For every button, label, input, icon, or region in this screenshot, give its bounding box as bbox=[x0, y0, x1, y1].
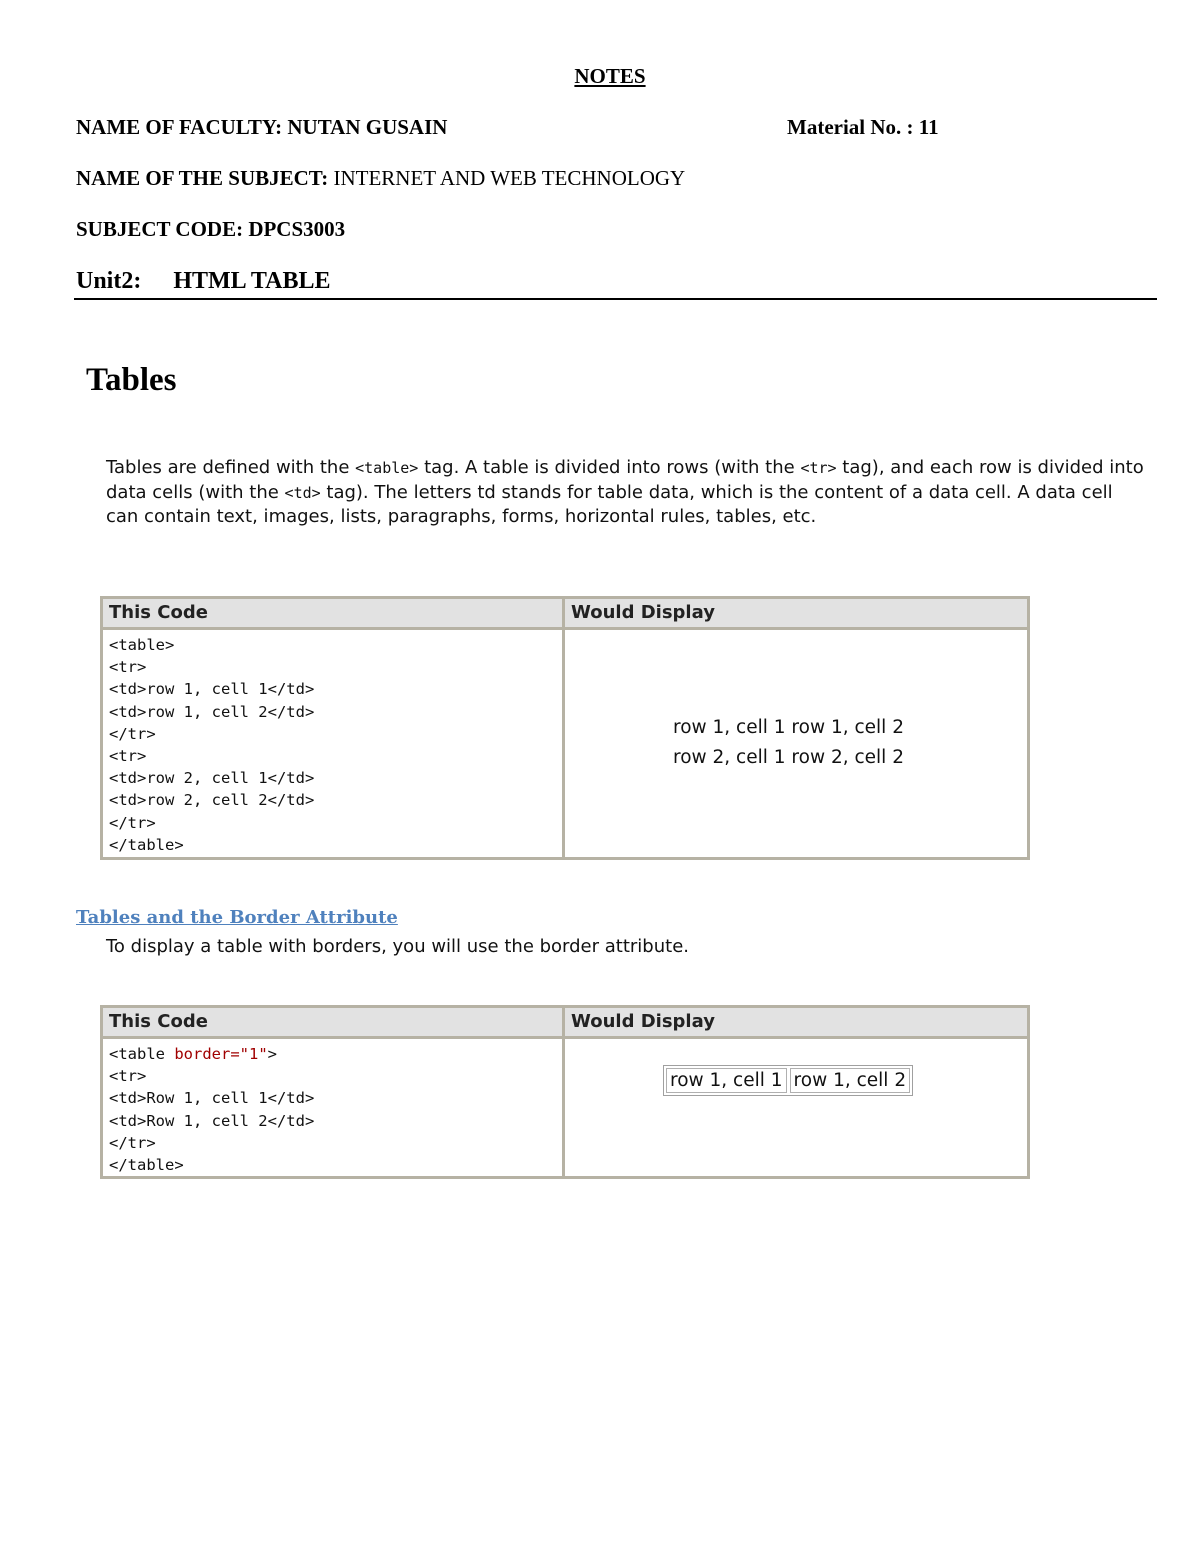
intro-text-4: tag). The letters td stands for table data, which is the content of a data cell. A data cell can contain text, images, lists, paragraphs, forms, horizontal rules, tables, etc. bbox=[106, 481, 1113, 527]
demo-cell-2: row 1, cell 2 bbox=[790, 1068, 911, 1093]
code-border-attr: border="1" bbox=[174, 1045, 268, 1063]
header-divider bbox=[74, 298, 1157, 300]
inline-tag-td: <td> bbox=[284, 483, 321, 502]
code-rest: <tr> <td>Row 1, cell 1</td> <td>Row 1, cell 2</td> </tr> </table> bbox=[109, 1067, 315, 1175]
demo-cell-1: row 1, cell 1 bbox=[666, 1068, 787, 1093]
display-row-2: row 2, cell 1 row 2, cell 2 bbox=[673, 747, 904, 768]
col-header-display: Would Display bbox=[571, 602, 715, 623]
inline-tag-tr: <tr> bbox=[800, 459, 837, 477]
section-heading: Tables bbox=[86, 362, 177, 398]
display-output bbox=[565, 630, 1027, 857]
col-header-code: This Code bbox=[103, 599, 565, 627]
col-header-code: This Code bbox=[103, 1008, 565, 1036]
subject-code-line bbox=[76, 217, 345, 242]
col-header-display: Would Display bbox=[571, 1011, 715, 1032]
faculty-line bbox=[76, 115, 447, 140]
intro-text-2: tag. A table is divided into rows (with the bbox=[418, 457, 801, 478]
example-table-basic bbox=[100, 596, 1030, 860]
border-attribute-heading: Tables and the Border Attribute bbox=[76, 907, 398, 928]
intro-text-1: Tables are defined with the bbox=[106, 457, 356, 478]
table-header-row bbox=[103, 599, 1027, 630]
code-sample: <table> <tr> <td>row 1, cell 1</td> <td>row 1, cell 2</td> </tr> <tr> <td>row 2, cell 1</td> <td>row 2, cell 2</td> </tr> </table> bbox=[103, 630, 565, 857]
inline-tag-table: <table> bbox=[355, 459, 419, 477]
table-body-row bbox=[103, 630, 1027, 857]
bordered-table-demo bbox=[663, 1065, 913, 1096]
intro-text-3: tag), and each row is divided into data cells (with the bbox=[106, 457, 1144, 503]
table-body-row bbox=[103, 1039, 1027, 1176]
unit-label: Unit2: bbox=[76, 268, 142, 294]
subject-label: NAME OF THE SUBJECT: bbox=[76, 166, 329, 190]
border-paragraph: To display a table with borders, you will use the border attribute. bbox=[106, 936, 689, 957]
display-output bbox=[565, 1039, 1027, 1176]
code-tag-open: <table bbox=[109, 1045, 175, 1063]
table-header-row bbox=[103, 1008, 1027, 1039]
intro-paragraph bbox=[106, 456, 1146, 530]
material-number: Material No. : 11 bbox=[787, 115, 939, 139]
example-table-border bbox=[100, 1005, 1030, 1179]
display-row-1: row 1, cell 1 row 1, cell 2 bbox=[673, 717, 904, 738]
faculty-value: NUTAN GUSAIN bbox=[287, 115, 448, 139]
subject-value: INTERNET AND WEB TECHNOLOGY bbox=[333, 166, 686, 190]
faculty-label: NAME OF FACULTY: bbox=[76, 115, 283, 139]
subject-line bbox=[76, 166, 685, 191]
code-sample bbox=[103, 1039, 565, 1176]
unit-topic: HTML TABLE bbox=[173, 268, 331, 294]
subject-code: SUBJECT CODE: DPCS3003 bbox=[76, 217, 346, 241]
unit-line bbox=[76, 268, 331, 295]
code-tag-close: > bbox=[267, 1045, 277, 1063]
notes-title: NOTES bbox=[574, 64, 646, 88]
